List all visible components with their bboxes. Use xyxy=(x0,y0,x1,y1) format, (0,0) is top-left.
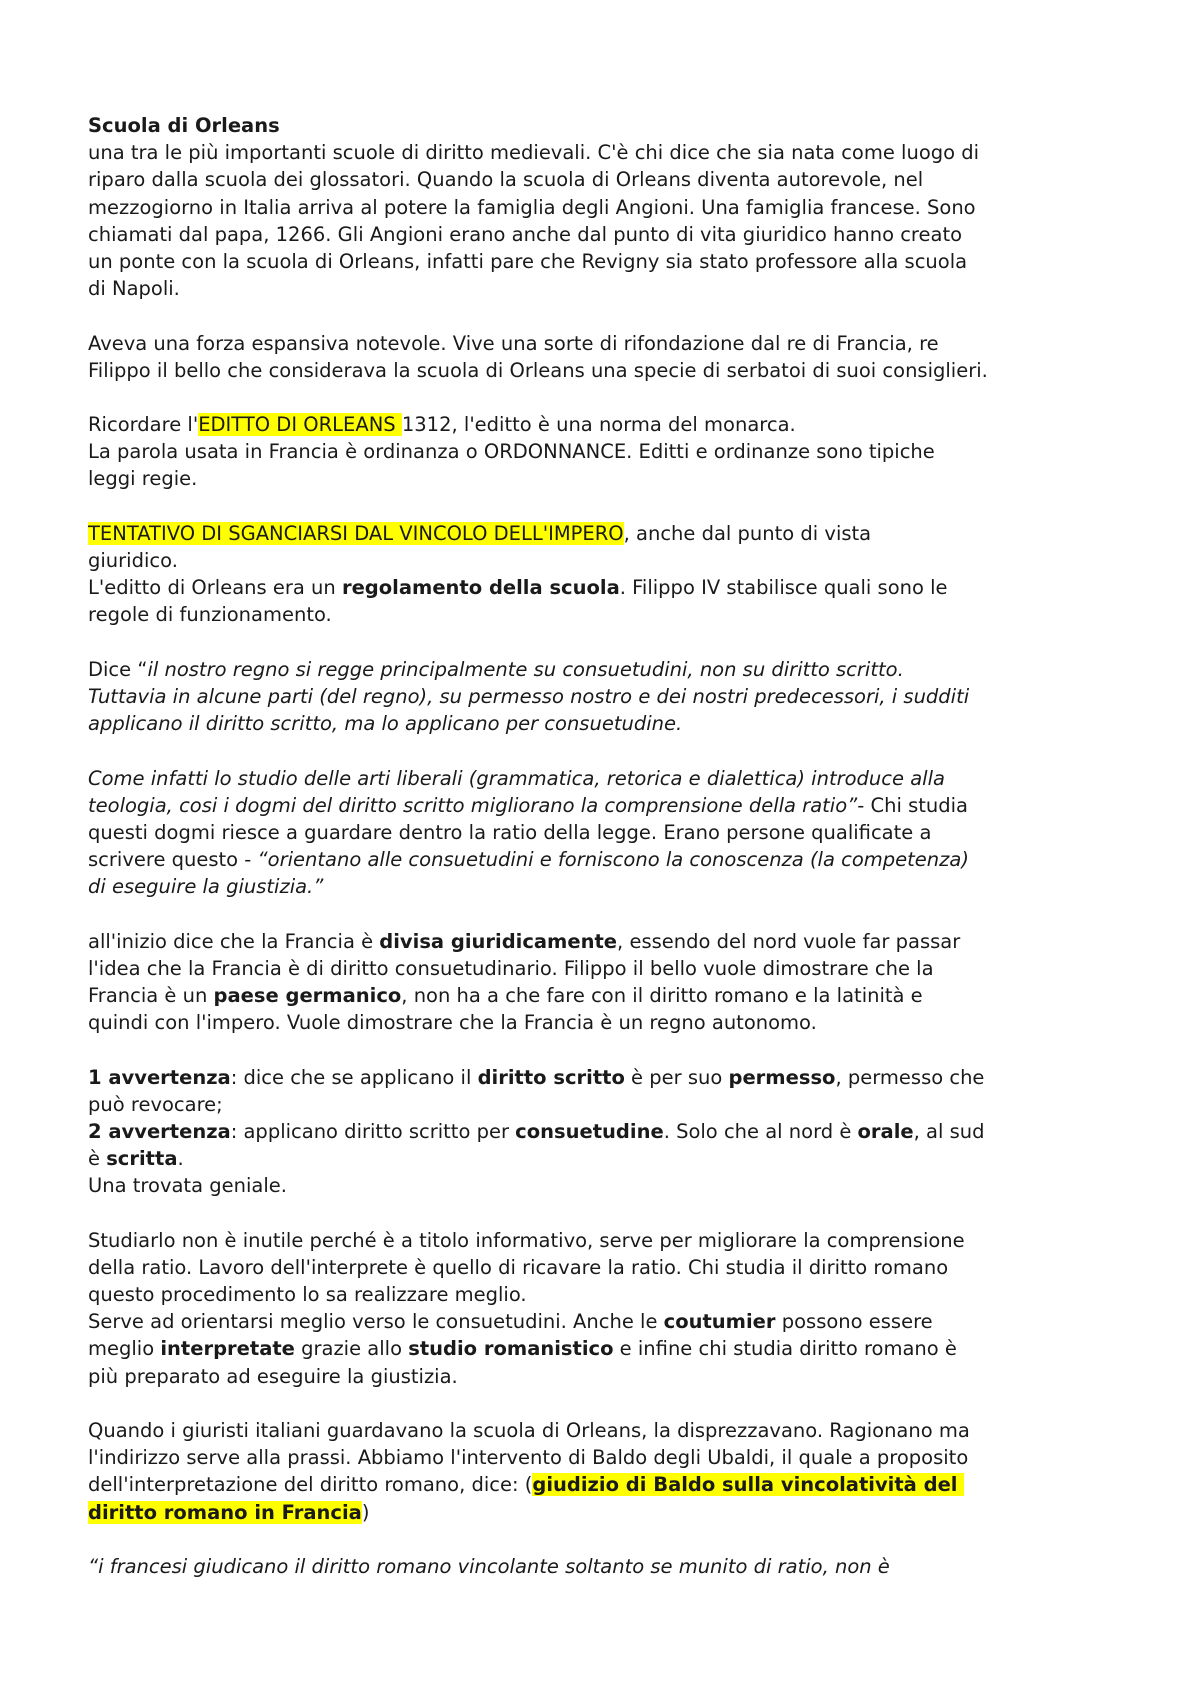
text-line xyxy=(88,656,1128,683)
highlighted-term: diritto romano in Francia xyxy=(88,1500,362,1524)
text-line xyxy=(88,1499,1128,1526)
text-line: di Napoli. xyxy=(88,277,180,301)
text-line: La parola usata in Francia è ordinanza o ORDONNANCE. Editti e ordinanze sono tipiche xyxy=(88,440,935,464)
text-run: è per suo xyxy=(624,1065,729,1089)
text-line: giuridico. xyxy=(88,549,178,572)
text-line xyxy=(88,1335,1128,1362)
text-run: L'editto di Orleans era un xyxy=(88,576,342,600)
paragraph-tentativo xyxy=(88,520,1128,629)
bold-term: 1 avvertenza xyxy=(88,1065,231,1089)
text-run: possono essere xyxy=(775,1310,933,1334)
text-line: Studiarlo non è inutile perché è a titolo informativo, serve per migliorare la comprensione xyxy=(88,1228,965,1252)
text-run: Francia è un xyxy=(88,984,214,1007)
bold-term: permesso xyxy=(728,1065,836,1089)
text-line xyxy=(88,411,1128,438)
text-run: Ricordare l' xyxy=(88,413,199,437)
text-line xyxy=(88,520,1128,547)
highlighted-term: EDITTO DI ORLEANS xyxy=(198,413,402,437)
text-run: , non ha a che fare con il diritto romano e la latinità e xyxy=(401,984,923,1007)
text-line: un ponte con la scuola di Orleans, infatti pare che Revigny sia stato professore alla scuola xyxy=(88,249,968,273)
text-line: mezzogiorno in Italia arriva al potere la famiglia degli Angioni. Una famiglia francese. Sono xyxy=(88,195,976,219)
paragraph-baldo xyxy=(88,1417,1128,1526)
text-line: Quando i giuristi italiani guardavano la scuola di Orleans, la disprezzavano. Ragionano ma xyxy=(88,1419,970,1442)
text-run: - Chi studia xyxy=(857,793,968,817)
text-run: Serve ad orientarsi meglio verso le consuetudini. Anche le xyxy=(88,1310,664,1334)
paragraph-avvertenze xyxy=(88,1064,1128,1200)
bold-term: divisa giuridicamente xyxy=(379,929,618,953)
text-run: . xyxy=(177,1147,184,1171)
bold-term: orale xyxy=(857,1119,914,1143)
text-line xyxy=(88,982,1128,1009)
bold-term: 2 avvertenza xyxy=(88,1119,231,1143)
highlighted-term: TENTATIVO DI SGANCIARSI DAL VINCOLO DELL'IMPERO xyxy=(88,521,624,545)
text-line: Una trovata geniale. xyxy=(88,1174,287,1198)
quote-text: il nostro regno si regge principalmente su consuetudini, non su diritto scritto. xyxy=(147,657,904,681)
text-run: , al sud xyxy=(913,1119,985,1143)
document-title: Scuola di Orleans xyxy=(88,114,280,137)
paragraph-forza-espansiva xyxy=(88,330,1128,384)
paragraph-divisa xyxy=(88,928,1128,1037)
text-line: l'indirizzo serve alla prassi. Abbiamo l'intervento di Baldo degli Ubaldi, il quale a proposito xyxy=(88,1446,969,1470)
bold-term: regolamento della scuola xyxy=(341,576,620,600)
text-line xyxy=(88,1308,1128,1335)
text-line xyxy=(88,1064,1128,1091)
text-run: scrivere questo - xyxy=(88,848,258,872)
text-line: della ratio. Lavoro dell'interprete è quello di ricavare la ratio. Chi studia il diritto romano xyxy=(88,1255,949,1279)
quote-text: “orientano alle consuetudini e forniscono la conoscenza (la competenza) xyxy=(257,848,969,872)
text-line: l'idea che la Francia è di diritto consuetudinario. Filippo il bello vuole dimostrare che la xyxy=(88,956,934,980)
text-line: regole di funzionamento. xyxy=(88,603,332,627)
text-line xyxy=(88,792,1128,819)
text-run: , anche dal punto di vista xyxy=(623,521,872,545)
paragraph-quote-2 xyxy=(88,765,1128,901)
bold-term: scritta xyxy=(106,1147,178,1171)
quote-line: di eseguire la giustizia.” xyxy=(88,875,324,899)
text-line: quindi con l'impero. Vuole dimostrare che la Francia è un regno autonomo. xyxy=(88,1011,817,1035)
text-run: : applicano diritto scritto per xyxy=(230,1119,516,1143)
text-line: leggi regie. xyxy=(88,467,198,491)
text-run: , l'editto è una norma del monarca. xyxy=(451,413,796,437)
paragraph-editto xyxy=(88,411,1128,493)
text-run: . Solo che al nord è xyxy=(663,1119,858,1143)
text-run: dell'interpretazione del diritto romano, dice: ( xyxy=(88,1473,533,1497)
text-run: meglio xyxy=(88,1337,161,1361)
bold-term: coutumier xyxy=(663,1310,776,1334)
paragraph-studiarlo xyxy=(88,1227,1128,1390)
text-line xyxy=(88,1471,1128,1498)
text-line xyxy=(88,1118,1128,1145)
text-run: all'inizio dice che la Francia è xyxy=(88,929,380,953)
text-run: , permesso che xyxy=(835,1065,985,1089)
quote-line: Come infatti lo studio delle arti liberali (grammatica, retorica e dialettica) introduce alla xyxy=(88,766,945,790)
document-page xyxy=(88,112,1128,1607)
text-line: chiamati dal papa, 1266. Gli Angioni erano anche dal punto di vita giuridico hanno creato xyxy=(88,222,963,246)
text-line: una tra le più importanti scuole di diritto medievali. C'è chi dice che sia nata come luogo di xyxy=(88,141,980,165)
text-line xyxy=(88,928,1128,955)
paragraph-intro xyxy=(88,112,1128,302)
text-line: questo procedimento lo sa realizzare meglio. xyxy=(88,1283,527,1307)
text-run: Dice “ xyxy=(88,657,148,681)
quote-text: teologia, cosi i dogmi del diritto scritto migliorano la comprensione della ratio” xyxy=(88,793,858,817)
bold-term: paese germanico xyxy=(213,984,402,1007)
text-run: , essendo del nord vuole far passar xyxy=(617,929,961,953)
quote-line: applicano il diritto scritto, ma lo applicano per consuetudine. xyxy=(88,712,683,736)
text-line: più preparato ad eseguire la giustizia. xyxy=(88,1364,458,1388)
text-run: e infine chi studia diritto romano è xyxy=(613,1337,957,1361)
bold-term: consuetudine xyxy=(515,1119,664,1143)
text-run: . Filippo IV stabilisce quali sono le xyxy=(619,576,948,600)
paragraph-quote-3 xyxy=(88,1553,1128,1580)
highlighted-term: giudizio di Baldo sulla vincolatività del xyxy=(532,1473,965,1497)
bold-term: studio romanistico xyxy=(408,1337,614,1361)
bold-term: diritto scritto xyxy=(477,1065,625,1089)
quote-line: Tuttavia in alcune parti (del regno), su permesso nostro e dei nostri predecessori, i sudditi xyxy=(88,684,970,708)
text-line: riparo dalla scuola dei glossatori. Quando la scuola di Orleans diventa autorevole, nel xyxy=(88,168,924,192)
text-line: Filippo il bello che considerava la scuola di Orleans una specie di serbatoi di suoi consiglieri. xyxy=(88,358,988,382)
text-line: può revocare; xyxy=(88,1092,223,1116)
quote-line: “i francesi giudicano il diritto romano vincolante soltanto se munito di ratio, non è xyxy=(88,1554,890,1578)
text-line xyxy=(88,846,1128,873)
text-run: è xyxy=(88,1147,107,1171)
text-run: : dice che se applicano il xyxy=(230,1065,478,1089)
text-line: Aveva una forza espansiva notevole. Vive una sorte di rifondazione dal re di Francia, re xyxy=(88,331,939,355)
bold-term: interpretate xyxy=(160,1337,295,1361)
text-line: questi dogmi riesce a guardare dentro la ratio della legge. Erano persone qualificate a xyxy=(88,820,932,844)
text-line xyxy=(88,574,1128,601)
text-run: grazie allo xyxy=(294,1337,409,1361)
paragraph-quote-1 xyxy=(88,656,1128,738)
text-line xyxy=(88,1145,1128,1172)
year-text: 1312 xyxy=(401,413,452,437)
text-run: ) xyxy=(361,1500,370,1524)
